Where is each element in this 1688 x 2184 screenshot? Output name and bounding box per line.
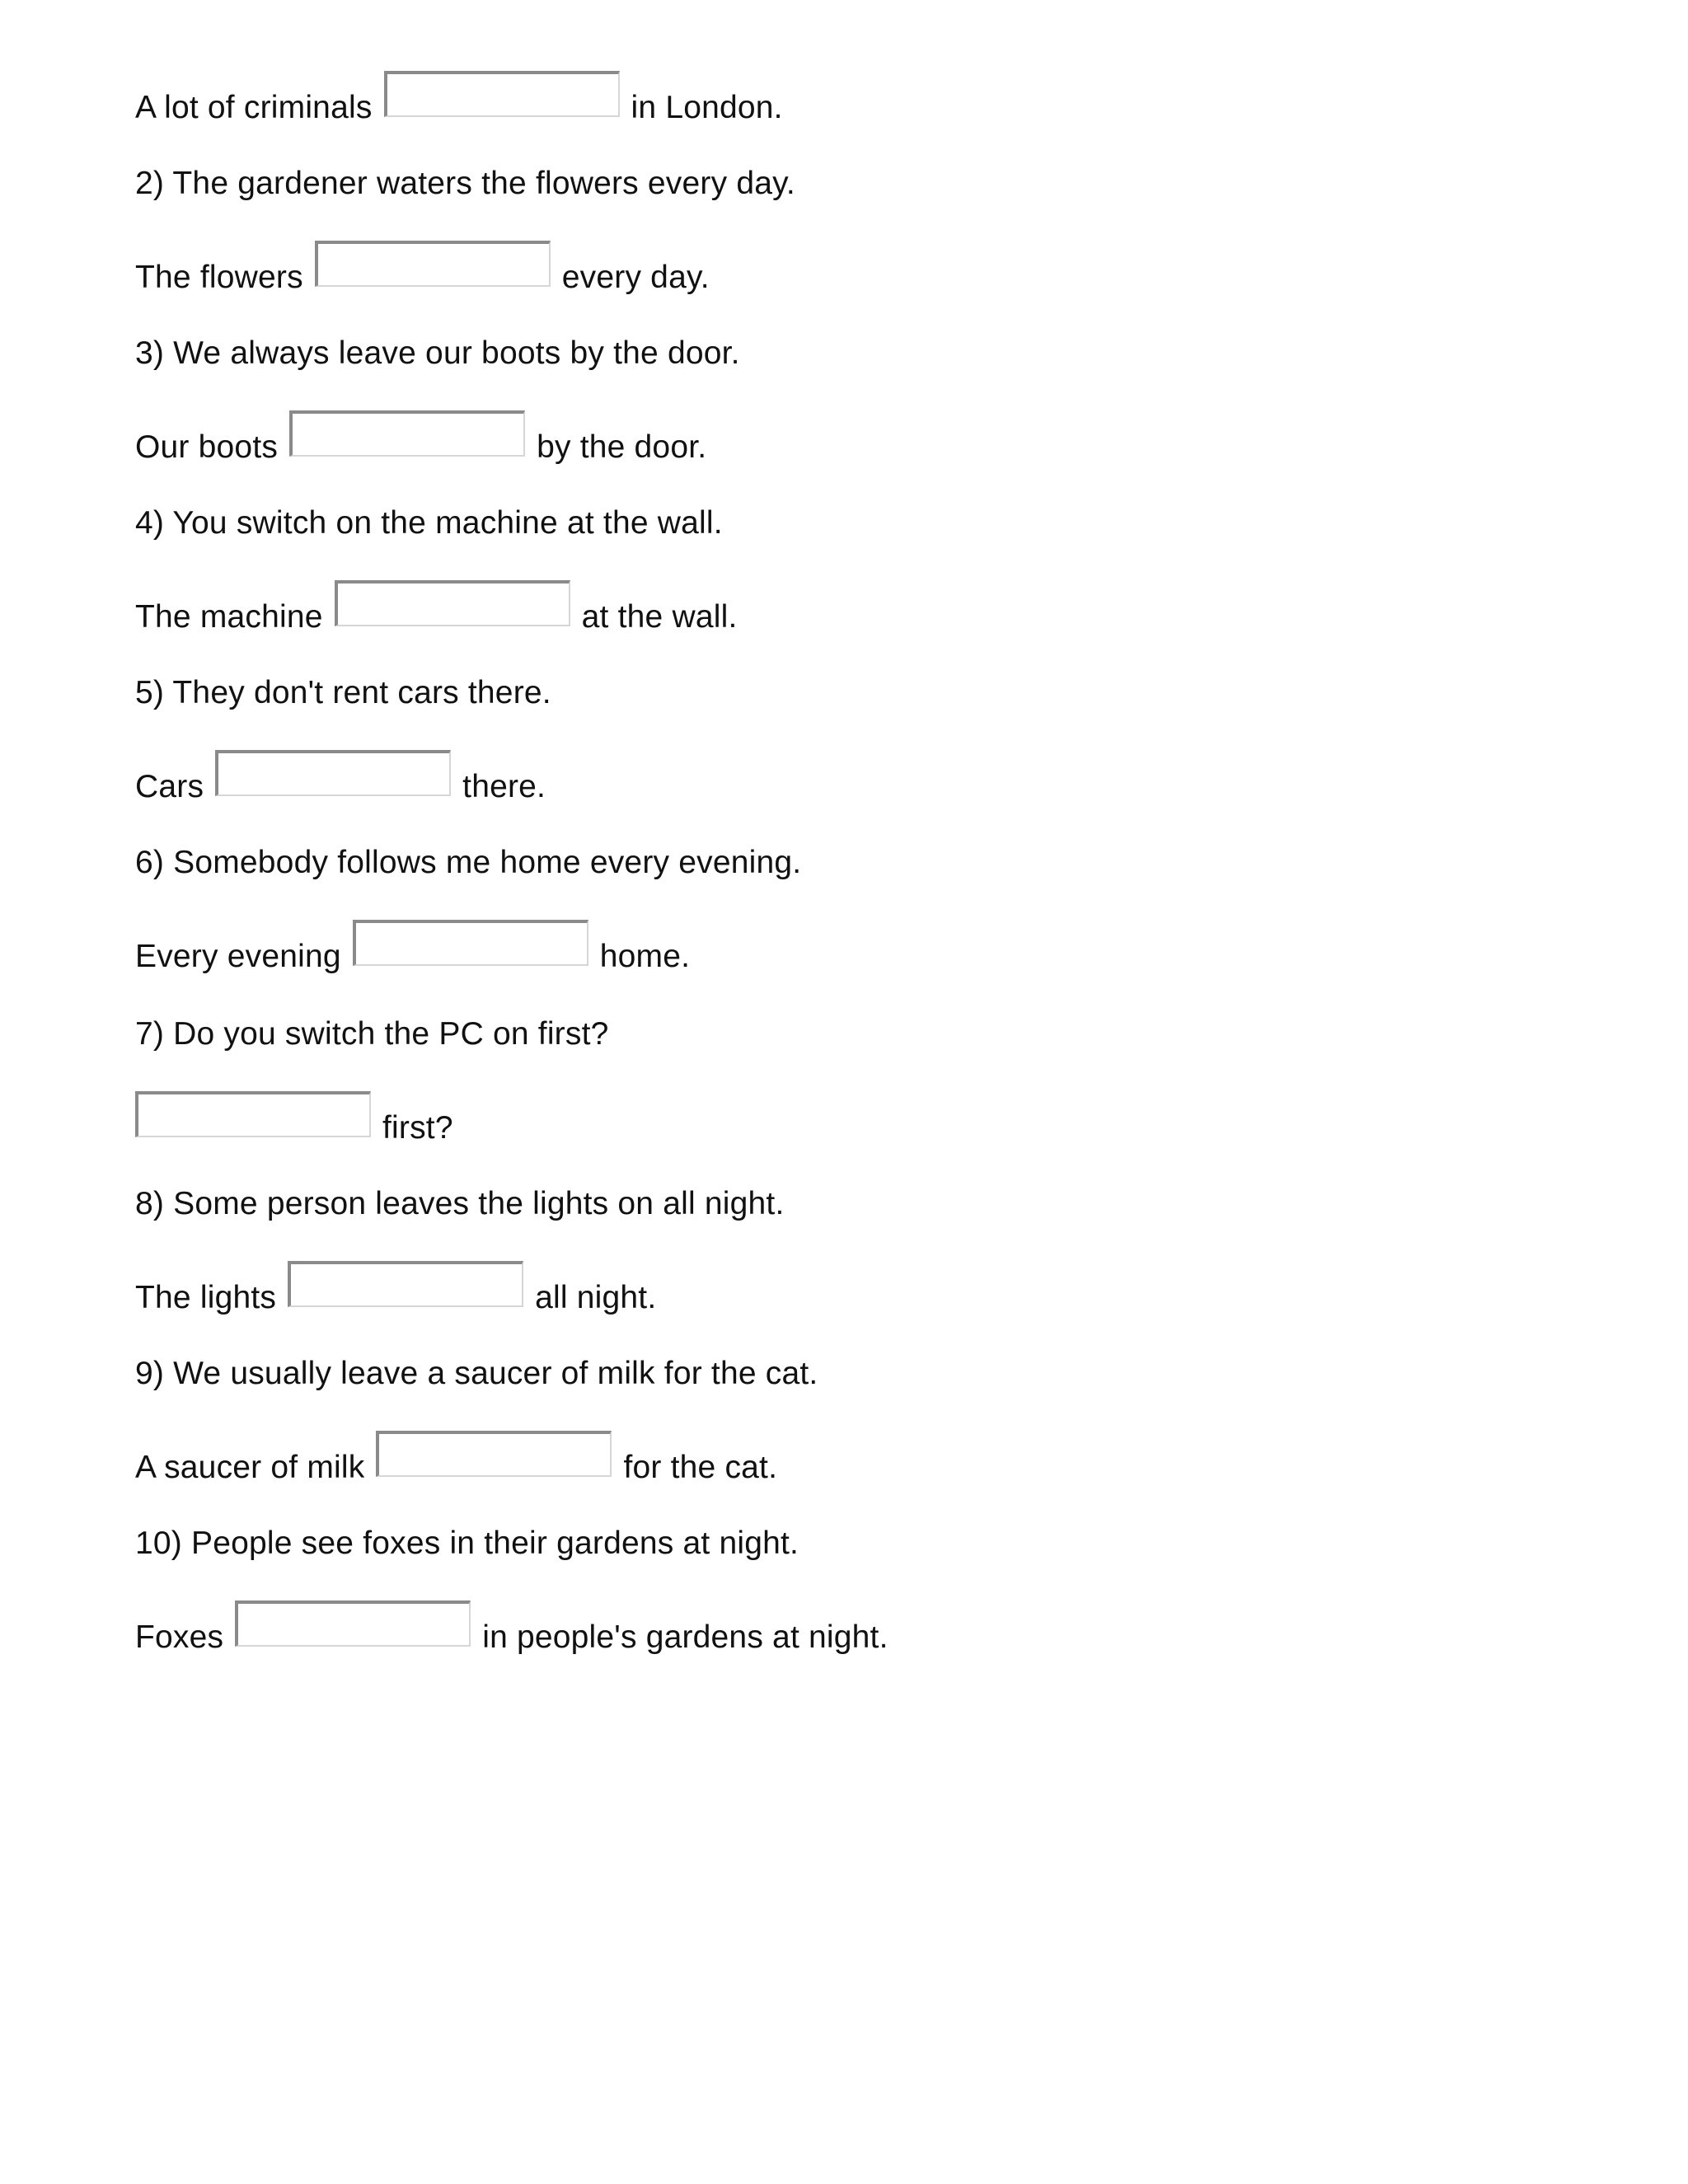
answer-input-6[interactable]	[353, 920, 588, 966]
prompt-before-4: The machine	[135, 599, 323, 635]
prompt-after-9: for the cat.	[623, 1450, 778, 1485]
question-text-2: 2) The gardener waters the flowers every day.	[135, 166, 795, 201]
question-4	[135, 493, 723, 542]
prompt-after-7: first?	[382, 1110, 453, 1146]
question-text-4: 4) You switch on the machine at the wall.	[135, 505, 723, 541]
prompt-before-10: Foxes	[135, 1619, 224, 1655]
answer-line-5	[135, 757, 546, 806]
question-text-6: 6) Somebody follows me home every evening.	[135, 845, 802, 880]
prompt-after-10: in people's gardens at night.	[482, 1619, 889, 1655]
answer-line-4	[135, 587, 738, 636]
question-10	[135, 1513, 799, 1563]
question-3	[135, 323, 740, 373]
question-7	[135, 1004, 609, 1053]
answer-input-3[interactable]	[289, 410, 525, 457]
answer-line-8	[135, 1268, 656, 1317]
prompt-before-6: Every evening	[135, 939, 341, 974]
question-8	[135, 1174, 785, 1223]
question-text-10: 10) People see foxes in their gardens at night.	[135, 1526, 799, 1561]
answer-input-7[interactable]	[135, 1091, 371, 1137]
question-text-8: 8) Some person leaves the lights on all night.	[135, 1186, 785, 1221]
answer-line-7	[135, 1098, 453, 1147]
answer-line-3	[135, 417, 706, 466]
question-text-7: 7) Do you switch the PC on first?	[135, 1016, 609, 1052]
prompt-before-2: The flowers	[135, 260, 303, 295]
prompt-after-5: there.	[462, 769, 546, 804]
answer-input-8[interactable]	[288, 1261, 523, 1307]
prompt-before-3: Our boots	[135, 429, 279, 465]
answer-line-9	[135, 1437, 777, 1487]
question-text-3: 3) We always leave our boots by the door.	[135, 335, 740, 371]
question-2	[135, 153, 795, 203]
prompt-before-5: Cars	[135, 769, 204, 804]
answer-input-1[interactable]	[384, 71, 620, 117]
prompt-after-4: at the wall.	[581, 599, 738, 635]
prompt-after-8: all night.	[535, 1280, 657, 1315]
answer-input-10[interactable]	[235, 1601, 471, 1647]
prompt-after-1: in London.	[631, 90, 783, 125]
prompt-before-8: The lights	[135, 1280, 277, 1315]
answer-input-2[interactable]	[315, 241, 551, 287]
prompt-before-1: A lot of criminals	[135, 90, 373, 125]
question-text-9: 9) We usually leave a saucer of milk for the cat.	[135, 1356, 818, 1391]
prompt-before-9: A saucer of milk	[135, 1450, 365, 1485]
question-5	[135, 663, 551, 712]
answer-input-5[interactable]	[215, 750, 451, 796]
answer-input-9[interactable]	[376, 1431, 612, 1477]
answer-line-2	[135, 247, 710, 297]
prompt-after-3: by the door.	[537, 429, 707, 465]
answer-line-6	[135, 926, 690, 976]
answer-input-4[interactable]	[335, 580, 570, 626]
question-9	[135, 1343, 818, 1393]
question-text-5: 5) They don't rent cars there.	[135, 675, 551, 710]
answer-line-1	[135, 77, 783, 127]
prompt-after-6: home.	[599, 939, 691, 974]
answer-line-10	[135, 1607, 889, 1657]
question-6	[135, 832, 801, 882]
prompt-after-2: every day.	[561, 260, 710, 295]
